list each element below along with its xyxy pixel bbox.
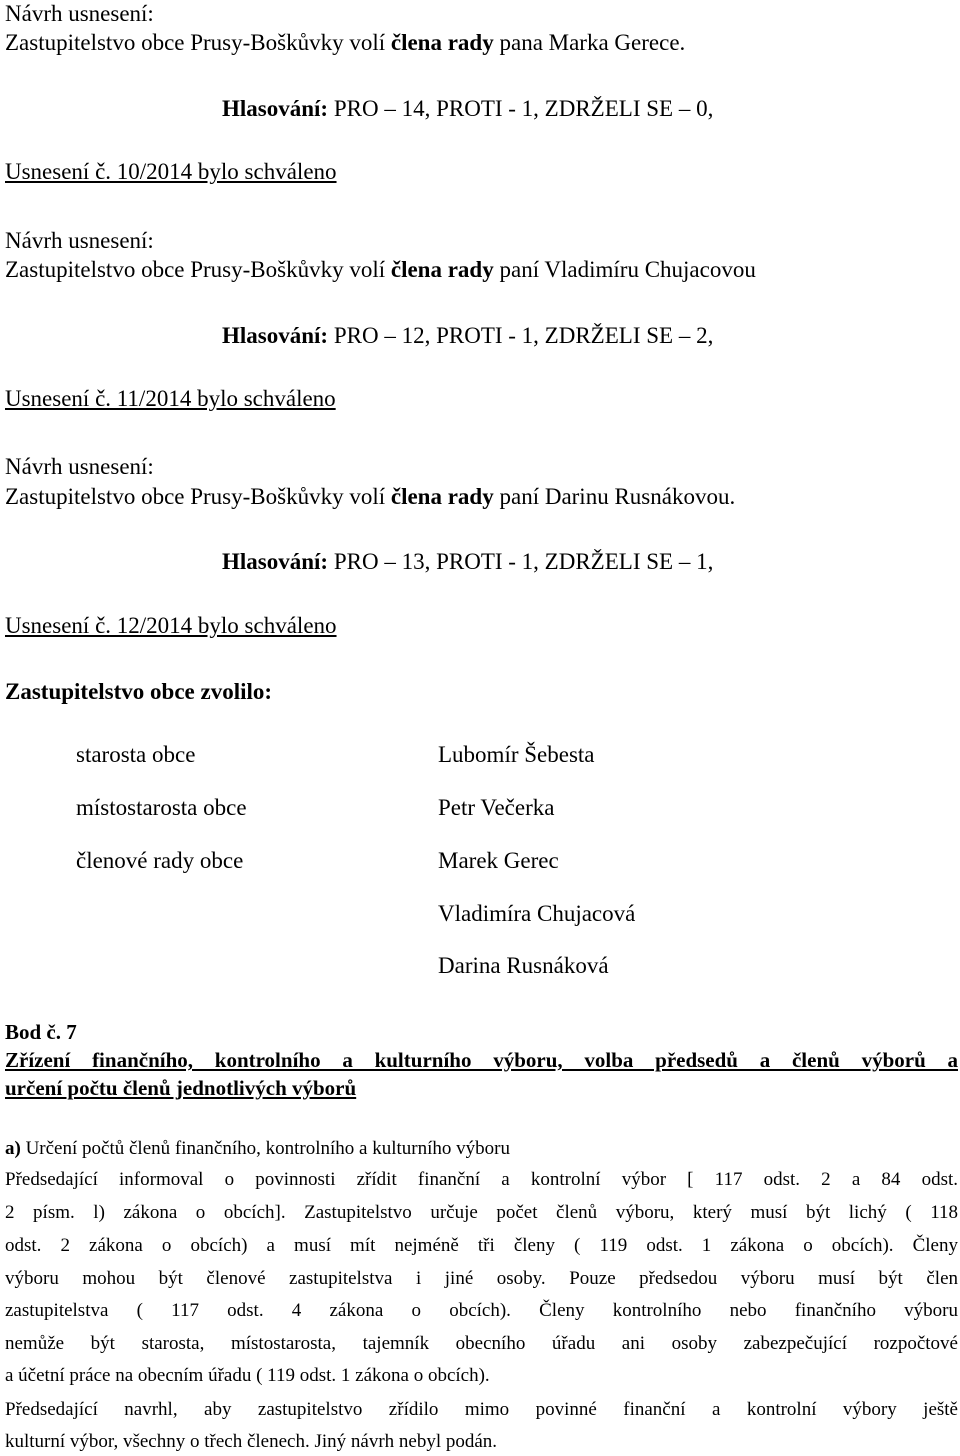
proposal-label: Návrh usnesení: bbox=[5, 228, 154, 253]
elected-name: Vladimíra Chujacová bbox=[438, 901, 636, 926]
resolution-status: Usnesení č. 11/2014 bylo schváleno bbox=[5, 386, 336, 411]
vote-result: Hlasování: PRO – 12, PROTI - 1, ZDRŽELI SE – 2, bbox=[222, 323, 714, 348]
elected-name: Lubomír Šebesta bbox=[438, 742, 595, 767]
resolution-status: Usnesení č. 12/2014 bylo schváleno bbox=[5, 613, 337, 638]
paragraph-line: výboru mohou být členové zastupitelstva i jiné osoby. Pouze předsedou výboru musí být člen bbox=[5, 1268, 958, 1289]
vote-result: Hlasování: PRO – 14, PROTI - 1, ZDRŽELI SE – 0, bbox=[222, 96, 714, 121]
proposal-label: Návrh usnesení: bbox=[5, 1, 154, 26]
elected-name: Petr Večerka bbox=[438, 795, 555, 820]
vote-result: Hlasování: PRO – 13, PROTI - 1, ZDRŽELI SE – 1, bbox=[222, 549, 714, 574]
paragraph-line: odst. 2 zákona o obcích) a musí mít nejméně tři členy ( 119 odst. 1 zákona o obcích). Členy bbox=[5, 1235, 958, 1256]
paragraph-line: 2 písm. l) zákona o obcích]. Zastupitelstvo určuje počet členů výboru, který musí být lichý ( 118 bbox=[5, 1202, 958, 1223]
item-title-line: Zřízení finančního, kontrolního a kulturního výboru, volba předsedů a členů výborů a bbox=[5, 1048, 958, 1072]
item-label: Bod č. 7 bbox=[5, 1020, 77, 1044]
elected-name: Marek Gerec bbox=[438, 848, 559, 873]
role-council-members: členové rady obce bbox=[76, 848, 244, 873]
subsection-heading: a) Určení počtů členů finančního, kontrolního a kulturního výboru bbox=[5, 1138, 510, 1159]
proposal-text: Zastupitelstvo obce Prusy-Boškůvky volí člena rady paní Vladimíru Chujacovou bbox=[5, 257, 756, 282]
elected-name: Darina Rusnáková bbox=[438, 953, 609, 978]
paragraph-line: kulturní výbor, všechny o třech členech. Jiný návrh nebyl podán. bbox=[5, 1431, 498, 1452]
paragraph-line: nemůže být starosta, místostarosta, tajemník obecního úřadu ani osoby zabezpečující rozpočtové bbox=[5, 1333, 958, 1354]
proposal-text: Zastupitelstvo obce Prusy-Boškůvky volí člena rady pana Marka Gerece. bbox=[5, 30, 686, 55]
role-mayor: starosta obce bbox=[76, 742, 196, 767]
item-title-line: určení počtu členů jednotlivých výborů bbox=[5, 1076, 357, 1100]
role-deputy-mayor: místostarosta obce bbox=[76, 795, 247, 820]
proposal-label: Návrh usnesení: bbox=[5, 454, 154, 479]
paragraph-line: Předsedající informoval o povinnosti zřídit finanční a kontrolní výbor [ 117 odst. 2 a 84 odst. bbox=[5, 1169, 958, 1190]
paragraph-line: zastupitelstva ( 117 odst. 4 zákona o obcích). Členy kontrolního nebo finančního výboru bbox=[5, 1300, 958, 1321]
paragraph-line: Předsedající navrhl, aby zastupitelstvo zřídilo mimo povinné finanční a kontrolní výbory ještě bbox=[5, 1399, 958, 1420]
elected-heading: Zastupitelstvo obce zvolilo: bbox=[5, 679, 273, 704]
proposal-text: Zastupitelstvo obce Prusy-Boškůvky volí člena rady paní Darinu Rusnákovou. bbox=[5, 484, 736, 509]
resolution-status: Usnesení č. 10/2014 bylo schváleno bbox=[5, 159, 337, 184]
paragraph-line: a účetní práce na obecním úřadu ( 119 odst. 1 zákona o obcích). bbox=[5, 1365, 490, 1386]
